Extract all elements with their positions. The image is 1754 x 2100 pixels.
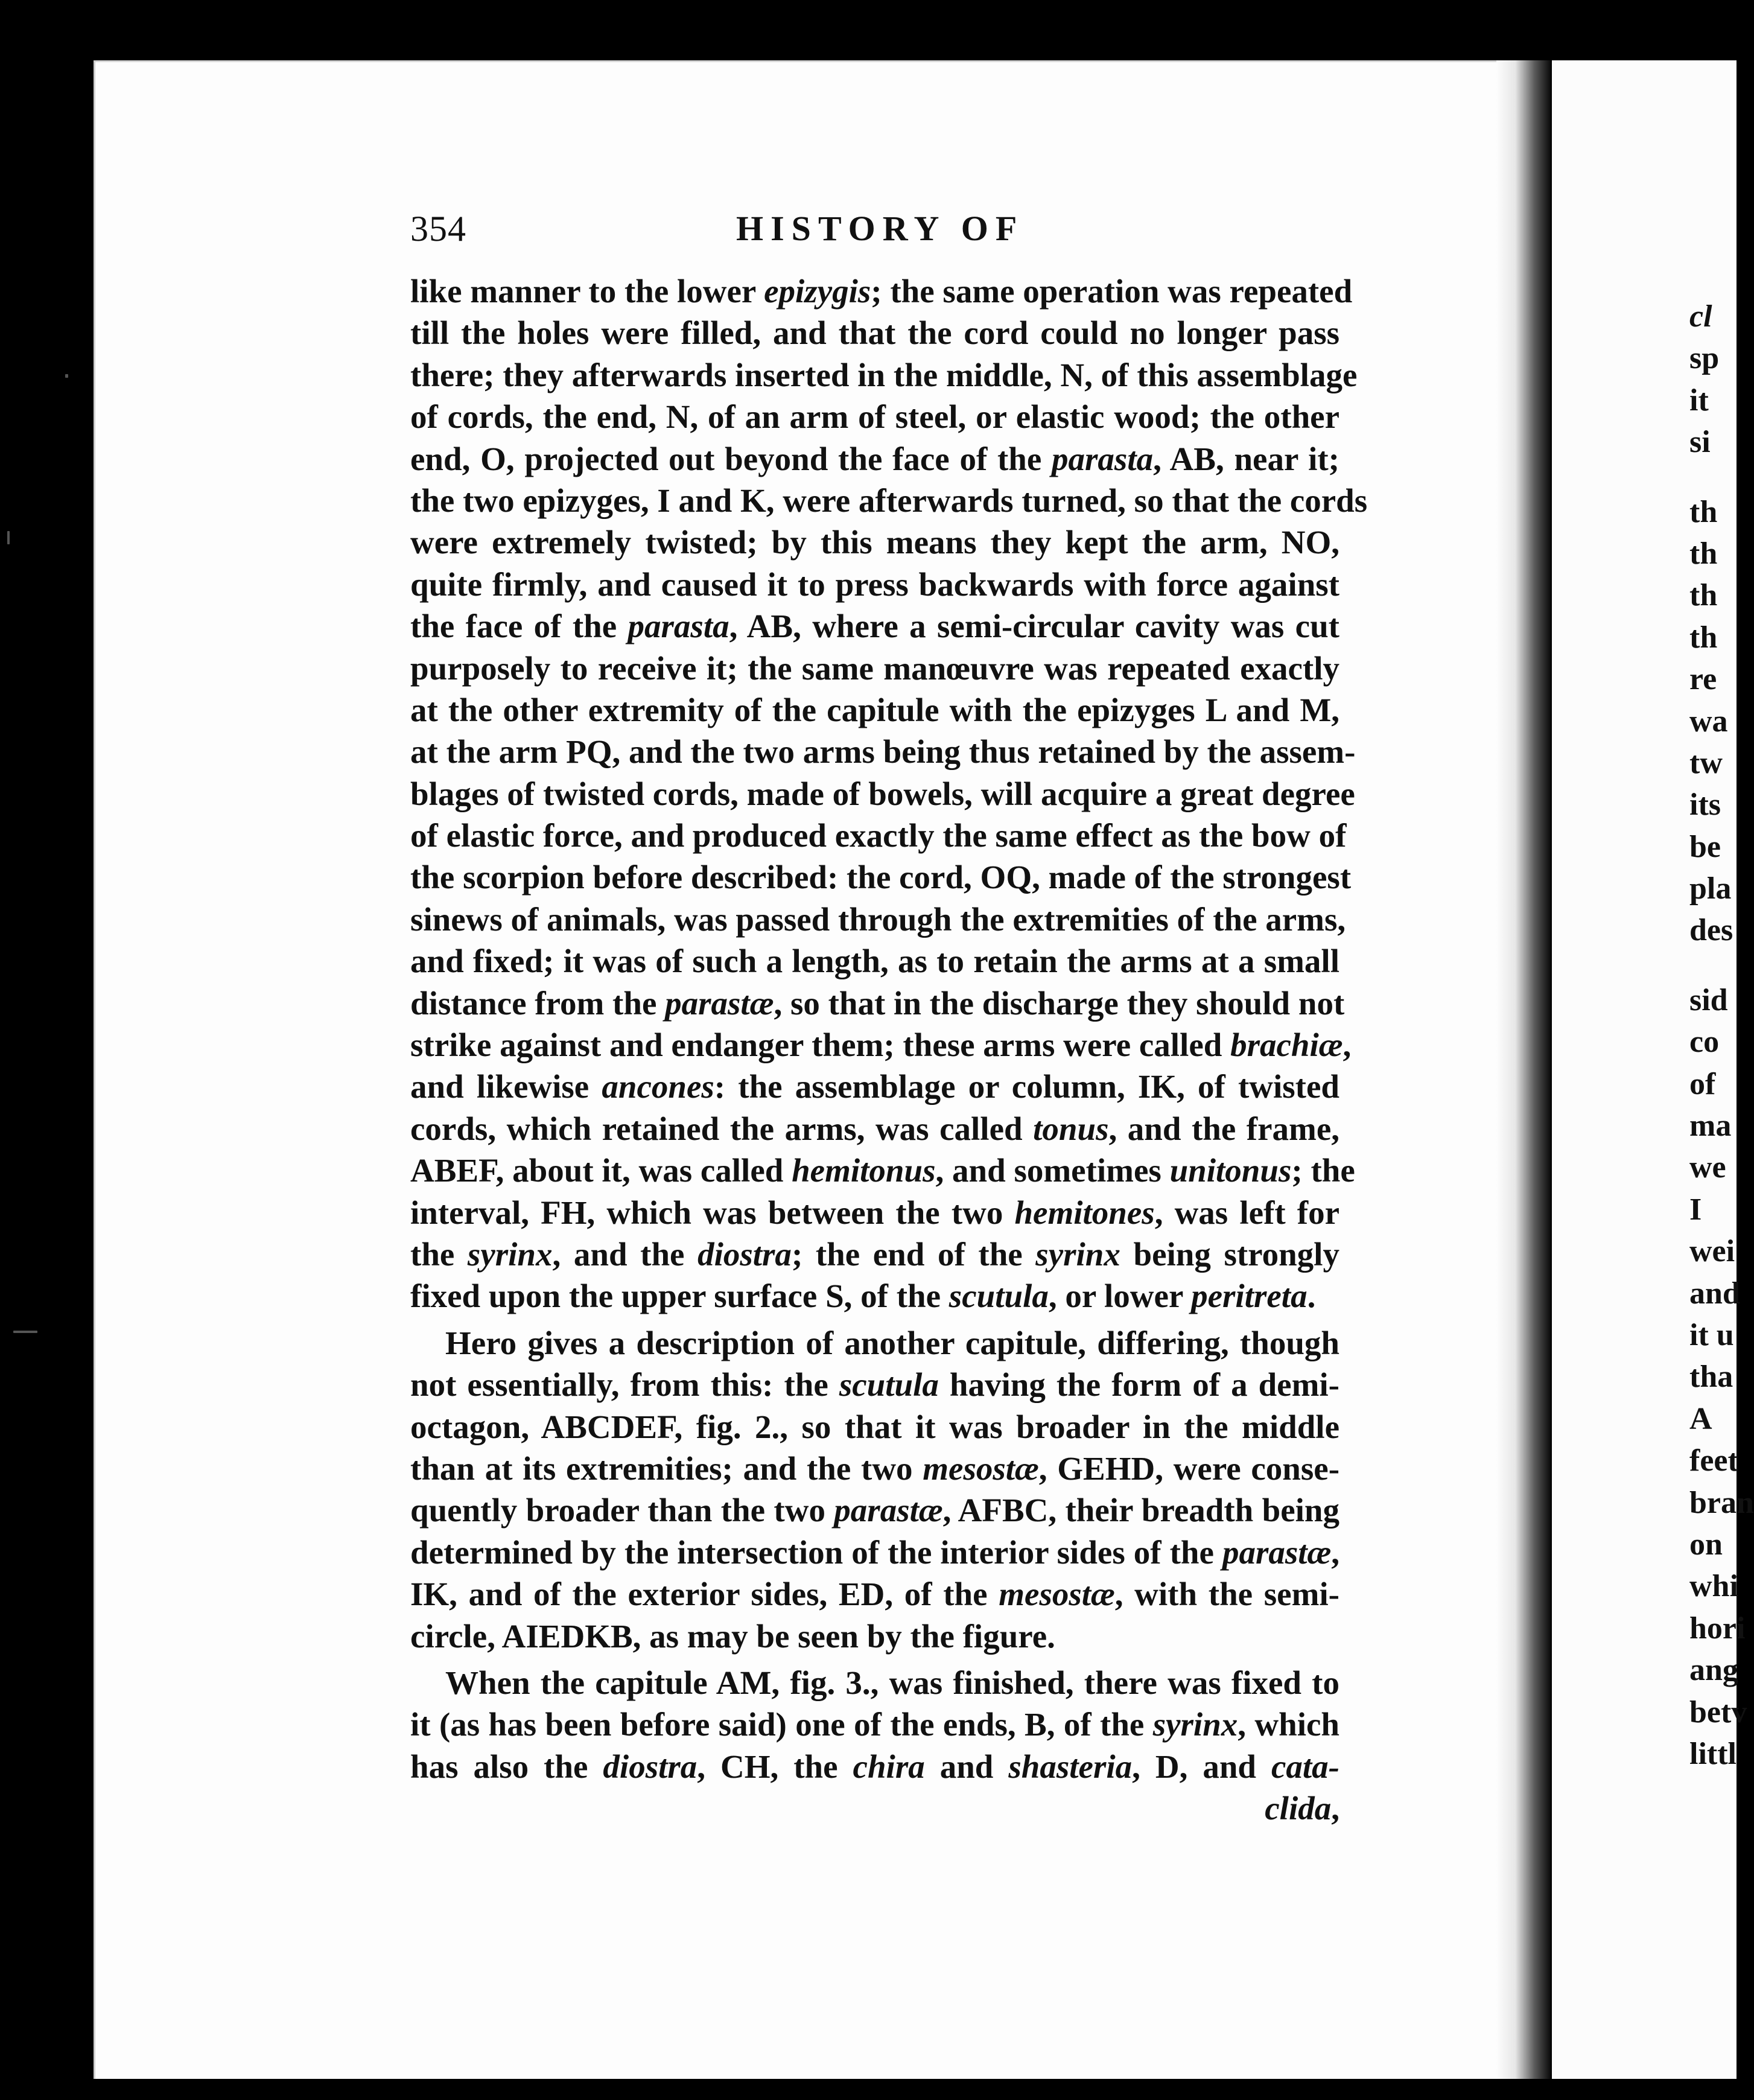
text-line: the two epizyges, I and K, were afterwards turned, so that the cords	[410, 482, 1368, 519]
text-line: like manner to the lower epizygis; the same operation was repeated	[410, 273, 1353, 310]
text-line: ABEF, about it, was called hemitonus, and sometimes unitonus; the	[410, 1152, 1355, 1189]
paragraph-first-line: Hero gives a description of another capitule, differing, though	[445, 1324, 1339, 1361]
body-text	[410, 270, 1368, 1829]
facing-fragment: be	[1689, 829, 1721, 864]
facing-fragment: sp	[1689, 341, 1720, 376]
margin-speck	[7, 531, 10, 544]
facing-fragment: hori	[1689, 1611, 1746, 1646]
facing-fragment: ma	[1689, 1109, 1732, 1144]
text-line: quently broader than the two parastæ, AFBC, their breadth being	[410, 1492, 1339, 1529]
facing-fragment: we	[1689, 1150, 1726, 1185]
text-line: sinews of animals, was passed through the extremities of the arms,	[410, 900, 1346, 938]
text-line: and likewise ancones: the assemblage or column, IK, of twisted	[410, 1068, 1339, 1106]
facing-fragment: feet	[1689, 1443, 1738, 1478]
text-line: quite firmly, and caused it to press backwards with force against	[410, 565, 1339, 603]
paragraph-end-line: fixed upon the upper surface S, of the scutula, or lower peritreta.	[410, 1278, 1316, 1315]
text-line: has also the diostra, CH, the chira and shasteria, D, and cata-	[410, 1748, 1339, 1785]
text-line: interval, FH, which was between the two hemitones, was left for	[410, 1194, 1339, 1231]
facing-gap	[1689, 463, 1737, 491]
facing-fragment: whi	[1689, 1569, 1738, 1604]
text-line: end, O, projected out beyond the face of the parasta, AB, near it;	[410, 440, 1339, 477]
text-line: not essentially, from this: the scutula having the form of a demi-	[410, 1366, 1340, 1404]
text-line: the scorpion before described: the cord, OQ, made of the strongest	[410, 859, 1352, 896]
running-head	[410, 208, 1339, 256]
facing-fragment: its	[1689, 788, 1721, 822]
facing-fragment: it u	[1689, 1317, 1734, 1352]
facing-fragment: tw	[1689, 745, 1723, 780]
facing-fragment: th	[1689, 578, 1718, 613]
facing-fragment: th	[1689, 536, 1718, 571]
text-line: cords, which retained the arms, was called tonus, and the frame,	[410, 1110, 1339, 1147]
text-line: than at its extremities; and the two mesostæ, GEHD, were conse-	[410, 1449, 1340, 1487]
facing-fragment: th	[1689, 620, 1718, 655]
facing-fragment: des	[1689, 913, 1733, 948]
margin-speck	[65, 374, 68, 378]
book-gutter	[1496, 60, 1551, 2079]
facing-fragment: of	[1689, 1066, 1716, 1101]
margin-speck	[13, 1331, 37, 1333]
text-line: IK, and of the exterior sides, ED, of the mesostæ, with the semi-	[410, 1576, 1339, 1613]
facing-fragment: it	[1689, 383, 1709, 418]
text-line: of cords, the end, N, of an arm of steel, or elastic wood; the other	[410, 398, 1339, 436]
text-line: the face of the parasta, AB, where a semi-circular cavity was cut	[410, 608, 1339, 645]
catchword: clida,	[1265, 1790, 1339, 1827]
facing-fragment: wei	[1689, 1234, 1735, 1269]
text-line: and fixed; it was of such a length, as to retain the arms at a small	[410, 943, 1339, 980]
facing-fragment: th	[1689, 494, 1718, 529]
facing-fragment: tha	[1689, 1360, 1733, 1395]
facing-fragment: cl	[1689, 299, 1712, 334]
text-line: octagon, ABCDEF, fig. 2., so that it was broader in the middle	[410, 1408, 1339, 1445]
facing-page-text	[1689, 296, 1754, 1775]
facing-fragment: re	[1689, 662, 1717, 697]
text-line: purposely to receive it; the same manœuvre was repeated exactly	[410, 649, 1339, 687]
text-line: it (as has been before said) one of the ends, B, of the syrinx, which	[410, 1706, 1339, 1743]
facing-fragment: co	[1689, 1025, 1720, 1060]
text-line: at the other extremity of the capitule with the epizyges L and M,	[410, 691, 1339, 728]
facing-fragment: betv	[1689, 1694, 1747, 1729]
page-number: 354	[410, 209, 466, 249]
text-line: of elastic force, and produced exactly the same effect as the bow of	[410, 817, 1347, 854]
text-line: distance from the parastæ, so that in the discharge they should not	[410, 984, 1345, 1022]
paragraph-first-line: When the capitule AM, fig. 3., was finished, there was fixed to	[445, 1664, 1339, 1701]
facing-fragment: sid	[1689, 982, 1728, 1017]
facing-fragment: ang	[1689, 1653, 1738, 1688]
facing-fragment: I	[1689, 1192, 1702, 1227]
facing-fragment: si	[1689, 425, 1711, 460]
text-line: till the holes were filled, and that the cord could no longer pass	[410, 314, 1339, 352]
facing-fragment: pla	[1689, 871, 1732, 906]
facing-fragment: on	[1689, 1527, 1723, 1562]
text-line: the syrinx, and the diostra; the end of the syrinx being strongly	[410, 1235, 1339, 1273]
running-title: HISTORY OF	[736, 209, 1025, 248]
facing-fragment: bran	[1689, 1485, 1754, 1520]
text-line: strike against and endanger them; these arms were called brachiæ	[410, 1026, 1343, 1064]
text-line: there; they afterwards inserted in the middle, N, of this assemblage	[410, 356, 1358, 393]
text-line: were extremely twisted; by this means they kept the arm, NO,	[410, 524, 1339, 561]
facing-fragment: A	[1689, 1401, 1712, 1436]
text-line: determined by the intersection of the interior sides of the parastæ,	[410, 1533, 1339, 1571]
text-line: blages of twisted cords, made of bowels, will acquire a great degree	[410, 775, 1355, 812]
facing-fragment: wa	[1689, 704, 1728, 739]
text-line: at the arm PQ, and the two arms being thus retained by the assem-	[410, 733, 1356, 771]
facing-fragment: littl	[1689, 1736, 1737, 1771]
facing-gap	[1689, 952, 1737, 979]
facing-fragment: and	[1689, 1276, 1740, 1311]
paragraph-end-line: circle, AIEDKB, as may be seen by the figure.	[410, 1617, 1055, 1655]
